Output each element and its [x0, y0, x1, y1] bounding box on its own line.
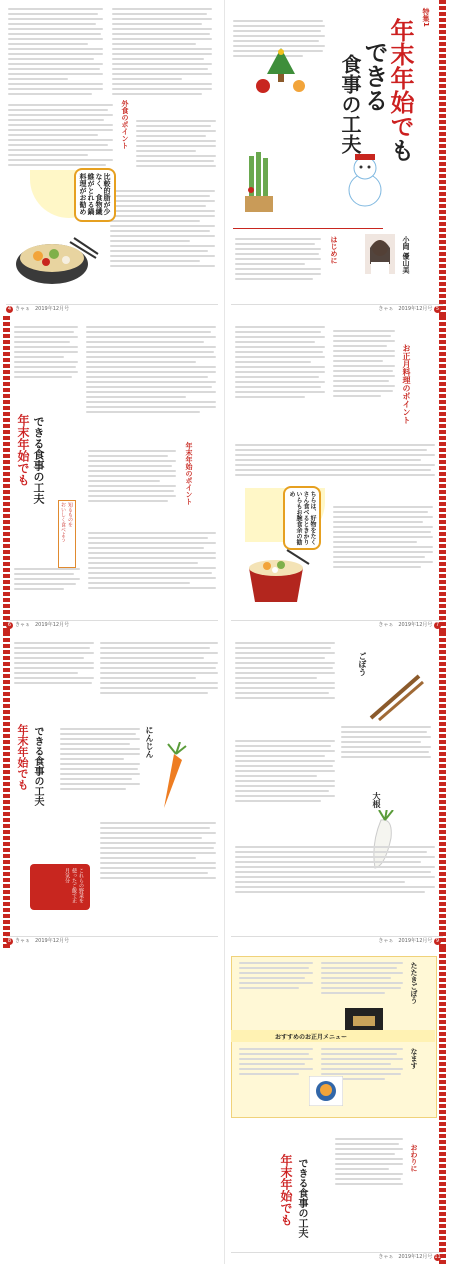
decor-border: [439, 632, 446, 948]
callout-box: ちらは、好物をたくさん食べるときかりいらもお腕食余の勧め: [283, 486, 321, 550]
closing-heading: おわりに: [410, 1144, 418, 1172]
decor-border: [439, 316, 446, 632]
body-text-block: [100, 822, 216, 912]
page-7: [225, 316, 449, 632]
body-text-block: [86, 326, 216, 446]
feature-title-small-2: できる食事の工夫: [32, 726, 43, 806]
page-8: [0, 632, 225, 948]
spread-3: [0, 632, 449, 948]
page-9: [225, 632, 449, 948]
footer: 8 きゃぁ 2019年12月号: [7, 938, 70, 944]
veg-heading-carrot: にんじん: [145, 726, 154, 758]
body-text-block: [14, 642, 94, 712]
footer: きゃぁ 2019年12月号 7: [378, 622, 440, 628]
decor-border: [439, 0, 446, 316]
veg-heading-daikon: 大根: [372, 792, 381, 808]
body-text-block: [110, 190, 215, 280]
intro-text: [235, 238, 321, 298]
feature-title-small-2: できる食事の工夫: [32, 416, 45, 504]
feature-title-small: 年末年始でも: [16, 414, 30, 486]
author-name: 小岡 優山美: [402, 236, 410, 274]
body-text-block: [8, 104, 113, 174]
intro-heading: はじめに: [330, 236, 338, 264]
page-10-blank: [0, 948, 225, 1264]
feature-title-line3: 食事の工夫: [338, 54, 362, 154]
note-box: これらの野菜を使ったご飯で正月気分: [30, 864, 90, 910]
body-text-block: [112, 8, 212, 100]
snowman-illustration: [335, 150, 395, 210]
section-heading: 年末年始のポイント: [185, 442, 193, 505]
body-text-block: [88, 532, 216, 612]
menu-band: [231, 1030, 435, 1042]
footer: 6 きゃぁ 2019年12月号: [7, 622, 70, 628]
kadomatsu-illustration: [239, 150, 279, 220]
page-11: [225, 948, 449, 1264]
footer: きゃぁ 2019年12月号 11: [378, 1254, 441, 1260]
recipe-text: [239, 962, 313, 1012]
menu-heading: おすすめのお正月メニュー: [275, 1034, 348, 1041]
body-text-block: [14, 326, 78, 406]
feature-label: 特集1: [422, 8, 430, 27]
decor-border: [3, 316, 10, 632]
page-4: [0, 0, 225, 316]
body-text-block: [235, 642, 335, 732]
subheading-pill: 知るものを おいしく食べよう: [58, 500, 76, 568]
decor-border: [3, 632, 10, 948]
callout-box: 比較的脂が少なく、食物繊維がとれる鍋料理がお勧め: [74, 168, 116, 222]
carrot-illustration: [154, 742, 194, 812]
page-5: [225, 0, 449, 316]
spread-1: [0, 0, 449, 316]
section-heading: お正月料理のポイント: [402, 344, 411, 424]
body-text-block: [60, 728, 140, 828]
spread-4: [0, 948, 449, 1264]
hotpot-illustration: [10, 232, 100, 292]
feature-title: 年末年始でも: [386, 18, 414, 162]
footer: 4 きゃぁ 2019年12月号: [7, 306, 70, 312]
body-text-block: [100, 642, 218, 722]
divider: [233, 228, 383, 229]
author-photo: [365, 234, 395, 274]
footer: きゃぁ 2019年12月号 5: [378, 306, 440, 312]
dish-heading-namasu: なます: [410, 1048, 418, 1069]
recipe-text: [239, 1048, 313, 1098]
feature-title-small-2: できる食事の工夫: [296, 1158, 307, 1238]
osechi-box-illustration: [241, 548, 311, 608]
body-text-block: [235, 846, 435, 926]
body-text-block: [8, 8, 103, 100]
namasu-photo: [309, 1076, 343, 1106]
body-text-block: [235, 326, 325, 436]
closing-text: [335, 1138, 403, 1228]
feature-title-small: 年末年始でも: [16, 724, 29, 790]
spread-2: [0, 316, 449, 632]
footer: きゃぁ 2019年12月号 9: [378, 938, 440, 944]
body-text-block: [14, 568, 80, 608]
body-text-block: [333, 506, 433, 606]
body-text-block: [333, 330, 395, 450]
veg-heading-burdock: ごぼう: [358, 652, 367, 676]
section-heading: 外食のポイント: [121, 100, 129, 149]
burdock-illustration: [365, 672, 425, 722]
feature-title-line2: できる: [360, 40, 388, 112]
body-text-block: [341, 726, 431, 786]
decor-border: [439, 948, 446, 1264]
new-year-decor-illustration: [251, 46, 311, 96]
body-text-block: [235, 740, 335, 840]
body-text-block: [136, 120, 216, 180]
dish-heading-tataki-gobo: たたきごぼう: [410, 962, 418, 1004]
page-6: [0, 316, 225, 632]
body-text-block: [88, 450, 176, 530]
feature-title-small: 年末年始でも: [279, 1154, 293, 1226]
